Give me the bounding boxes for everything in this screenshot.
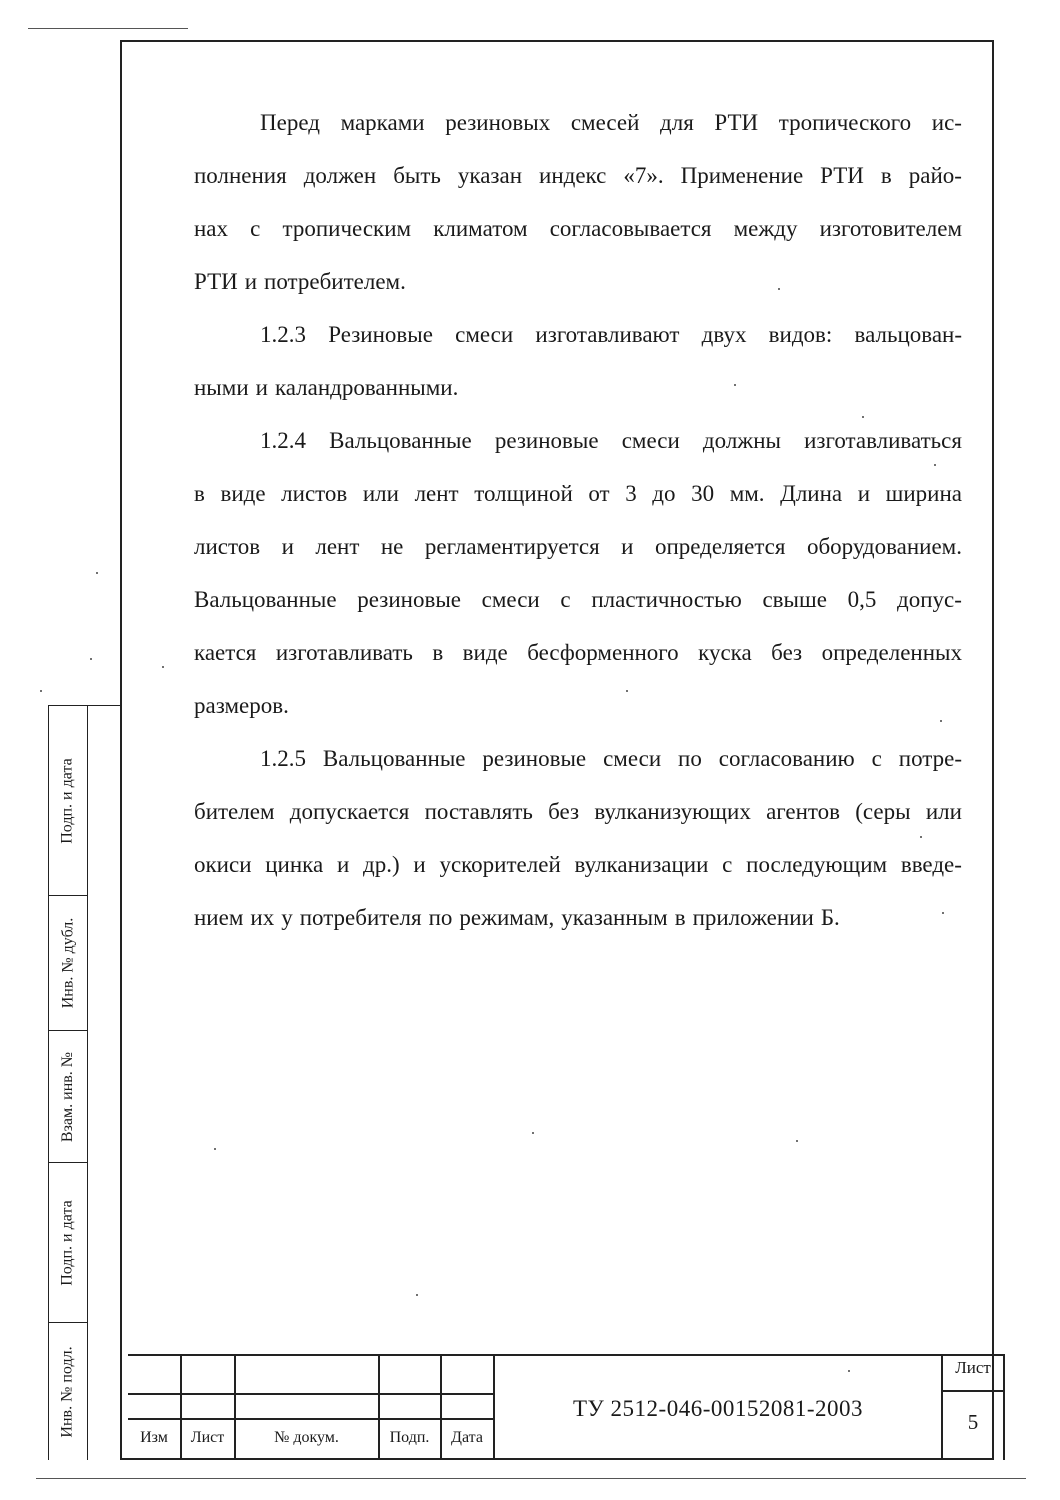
body-line [194,149,962,202]
body-word: с [250,216,261,241]
body-word: их [250,905,275,930]
scan-speck [934,464,936,466]
body-word: резиновые [482,746,587,771]
body-word: Вальцованные [322,746,466,771]
body-word: листов [281,481,348,506]
body-word: 0,5 [847,587,877,612]
body-word: вулканизующих [594,799,751,824]
body-word: между [733,216,798,241]
title-block-col-list: Лист [190,1429,225,1446]
side-stamp-inv-dup [48,895,88,1030]
body-word: Перед [260,110,320,135]
body-word: допускается [289,799,410,824]
body-word: ис- [931,110,962,135]
body-word: виде [220,481,266,506]
body-word: нах [194,216,229,241]
body-word: введе- [900,852,962,877]
body-word: режимам, [459,905,555,930]
body-word: окиси [194,852,252,877]
body-word: тропическим [282,216,412,241]
body-word: и [281,534,294,559]
body-word: бителем [194,799,275,824]
sheet-number: 5 [967,1410,979,1434]
body-word: лент [414,481,459,506]
body-word: бесформенного [527,640,679,665]
body-word: РТИ [194,269,238,294]
body-line [194,732,962,785]
body-line [194,255,962,308]
body-word: вальцован- [854,322,962,347]
side-stamp-inv-orig [48,1322,88,1460]
body-word: без [771,640,803,665]
body-word: согласовывается [549,216,712,241]
body-word: должны [702,428,781,453]
body-word: толщиной [474,481,573,506]
title-block-col-doc: № докум. [274,1429,339,1446]
body-word: нием [194,905,244,930]
body-line [194,626,962,679]
body-word: Применение [680,163,804,188]
scan-speck [626,690,628,692]
body-word: климатом [433,216,528,241]
body-word: «7». [623,163,664,188]
body-word: мм. [729,481,765,506]
body-word: Б. [820,905,840,930]
body-word: видов: [768,322,833,347]
body-word: 1.2.5 [260,746,306,771]
body-word: в [674,905,686,930]
body-word: куска [698,640,752,665]
body-word: др.) [363,852,400,877]
body-word: смесей [570,110,640,135]
body-word: ширина [885,481,962,506]
body-word: последующим [746,852,888,877]
title-block-top-border [128,1354,1004,1356]
body-word: размеров. [194,693,289,718]
scan-speck [734,384,736,386]
document-body [194,96,962,944]
scan-speck [532,1132,534,1134]
body-word: до [652,481,676,506]
body-word: от [588,481,610,506]
body-word: райо- [908,163,962,188]
body-word: РТИ [820,163,864,188]
side-stamp-label: Взам. инв. № [59,1051,77,1142]
body-word: индекс [539,163,607,188]
body-word: и [413,852,426,877]
body-word: в [194,481,205,506]
body-word: цинка [265,852,324,877]
body-word: изготовителем [819,216,962,241]
side-stamp-replace-inv [48,1030,88,1162]
scan-speck [90,658,92,660]
body-word: или [362,481,399,506]
scan-speck [848,1370,850,1372]
body-word: 3 [625,481,637,506]
title-block-col-date: Дата [451,1429,483,1446]
body-word: приложении [692,905,814,930]
body-word: смеси [481,587,540,612]
body-word: регламентируется [424,534,600,559]
body-word: допус- [897,587,962,612]
scan-speck [96,572,98,574]
body-word: резиновых [445,110,551,135]
body-word: с [560,587,571,612]
body-word: определяется [654,534,786,559]
body-word: с [871,746,882,771]
body-word: тропического [778,110,912,135]
body-word: лент [315,534,360,559]
scan-edge-top [28,28,188,29]
body-word: и [336,852,350,877]
body-word: РТИ [714,110,759,135]
side-stamp-label: Подп. и дата [59,1199,77,1286]
body-word: согласованию [718,746,855,771]
scan-speck [796,1140,798,1142]
body-word: смеси [455,322,514,347]
body-word: потре- [898,746,962,771]
scan-speck [214,1148,216,1150]
body-line [194,467,962,520]
body-word: или [925,799,962,824]
scan-speck [778,288,780,290]
body-word: и [255,375,268,400]
body-word: 1.2.4 [260,428,306,453]
body-word: не [380,534,404,559]
body-word: каландрованными. [274,375,459,400]
body-word: и [857,481,871,506]
body-word: поставлять [424,799,533,824]
scan-speck [40,690,42,692]
body-word: ускорителей [439,852,561,877]
document-code: ТУ 2512-046-00152081-2003 [572,1396,864,1421]
body-word: быть [393,163,441,188]
body-line [194,785,962,838]
body-word: в [880,163,892,188]
body-line [194,573,962,626]
body-word: полнения [194,163,287,188]
body-word: смеси [603,746,662,771]
body-line [194,838,962,891]
body-word: у [281,905,293,930]
body-word: и [244,269,258,294]
body-word: 30 [691,481,715,506]
body-word: вулканизации [574,852,709,877]
body-word: указан [457,163,523,188]
body-word: 1.2.3 [260,322,306,347]
body-word: изготавливают [535,322,680,347]
body-word: и [621,534,634,559]
body-word: определенных [821,640,962,665]
body-line [194,308,962,361]
body-line [194,361,962,414]
body-word: пластичностью [591,587,742,612]
title-block-col-izm: Изм [140,1429,168,1446]
body-word: резиновые [357,587,461,612]
body-word: оборудованием. [806,534,962,559]
body-word: двух [701,322,747,347]
body-word: без [548,799,580,824]
body-word: свыше [762,587,827,612]
side-stamp-label: Подп. и дата [59,757,77,844]
body-word: резиновые [494,428,599,453]
body-word: в [432,640,444,665]
body-word: листов [194,534,261,559]
body-word: марками [340,110,425,135]
body-line [194,679,962,732]
scan-speck [862,416,864,418]
body-word: потребителя [299,905,422,930]
side-stamp-sign-date-1 [48,705,88,895]
body-word: виде [462,640,508,665]
body-word: Резиновые [328,322,433,347]
scan-speck [942,912,944,914]
body-word: для [660,110,694,135]
body-word: с [722,852,733,877]
body-word: кается [194,640,257,665]
body-word: агентов [766,799,841,824]
side-stamp-label: Инв. № дубл. [59,917,76,1009]
body-line [194,520,962,573]
body-line [194,891,962,944]
body-word: смеси [621,428,680,453]
sheet-label: Лист [955,1358,991,1377]
title-block-col-sign: Подп. [389,1429,430,1446]
body-word: должен [303,163,377,188]
scan-speck [920,836,922,838]
body-word: потребителем. [264,269,406,294]
body-word: указанным [561,905,668,930]
scan-speck [940,720,942,722]
side-stamp-label: Инв. № подл. [59,1345,77,1438]
scan-edge-bottom [36,1478,1026,1479]
body-word: по [678,746,702,771]
side-stamp-sign-date-2 [48,1162,88,1322]
body-line [194,96,962,149]
body-line [194,202,962,255]
body-word: по [428,905,453,930]
title-block-sheet-divider [942,1390,1004,1392]
body-word: ными [194,375,249,400]
body-word: Вальцованные [329,428,472,453]
body-line [194,414,962,467]
body-word: (серы [855,799,911,824]
scan-speck [162,666,164,668]
scan-speck [416,1294,418,1296]
body-word: изготавливать [275,640,413,665]
body-word: Длина [780,481,843,506]
body-word: изготавливаться [804,428,962,453]
body-word: Вальцованные [194,587,337,612]
